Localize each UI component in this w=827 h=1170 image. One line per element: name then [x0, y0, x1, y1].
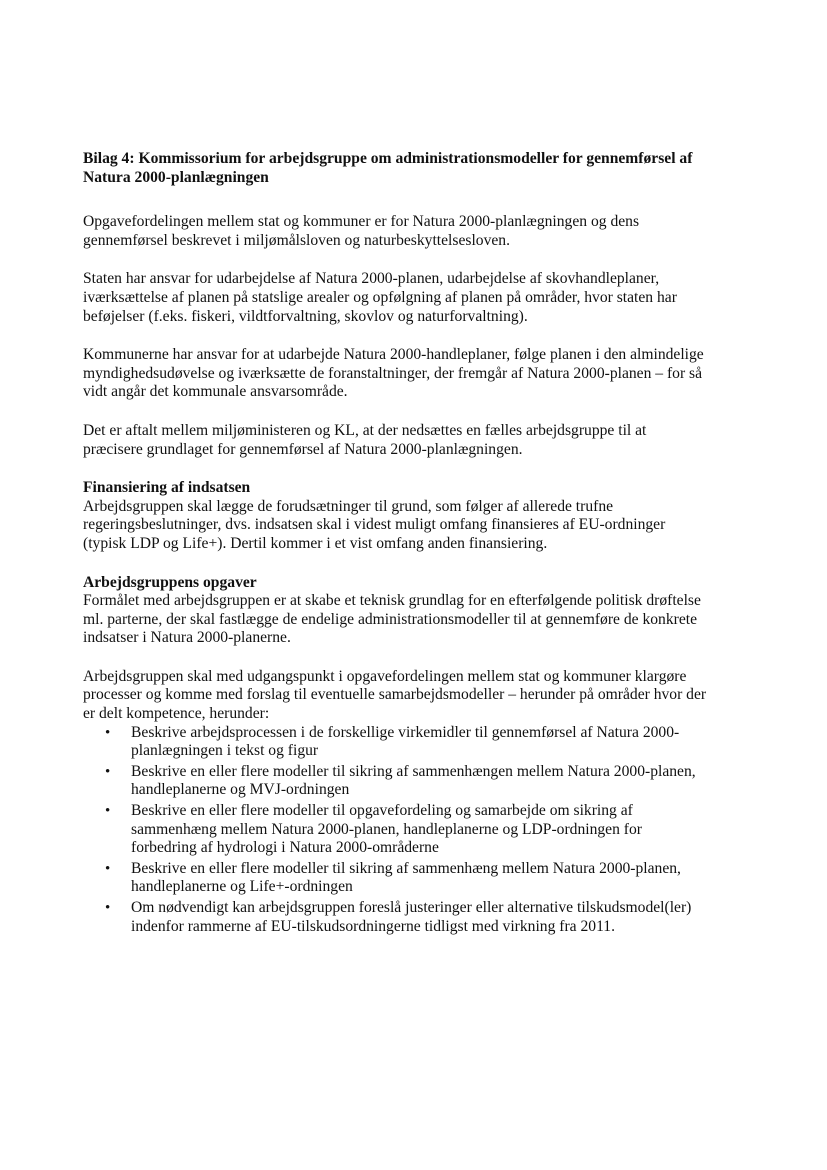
text-line: præcisere grundlaget for gennemførsel af Natura 2000-planlægningen.	[83, 440, 523, 458]
bullet-icon: •	[105, 763, 111, 780]
text-line: forbedring af hydrologi i Natura 2000-områderne	[131, 839, 439, 857]
text-line: Opgavefordelingen mellem stat og kommuner er for Natura 2000-planlægningen og dens	[83, 213, 640, 231]
text-line: Om nødvendigt kan arbejdsgruppen foreslå justeringer eller alternative tilskudsmodel(ler)	[131, 899, 692, 916]
title-line: Natura 2000-planlægningen	[83, 168, 269, 186]
list-item	[83, 860, 763, 897]
section-heading-opgaver: Arbejdsgruppens opgaver	[83, 573, 257, 591]
paragraph-aftale	[83, 422, 763, 459]
document-body	[83, 150, 763, 938]
paragraph-udgangspunkt	[83, 668, 763, 724]
list-item	[83, 899, 763, 936]
text-line: gennemførsel beskrevet i miljømålsloven og naturbeskyttelsesloven.	[83, 231, 510, 249]
text-line: Beskrive en eller flere modeller til sikring af sammenhængen mellem Natura 2000-planen,	[131, 762, 696, 780]
text-line: beføjelser (f.eks. fiskeri, vildtforvaltning, skovlov og naturforvaltning).	[83, 307, 528, 325]
text-line: Formålet med arbejdsgruppen er at skabe et teknisk grundlag for en efterfølgende politisk drøftelse	[83, 592, 701, 610]
text-line: indenfor rammerne af EU-tilskudsordningerne tidligst med virkning fra 2011.	[131, 917, 616, 935]
paragraph-formaal	[83, 592, 763, 648]
text-line: handleplanerne og Life+-ordningen	[131, 878, 353, 896]
paragraph-opgavefordeling	[83, 213, 763, 250]
bullet-icon: •	[105, 860, 111, 877]
text-line: vidt angår det kommunale ansvarsområde.	[83, 383, 348, 401]
bullet-icon: •	[105, 803, 111, 820]
text-line: Kommunerne har ansvar for at udarbejde Natura 2000-handleplaner, følge planen i den almindelige	[83, 346, 704, 364]
list-item	[83, 724, 763, 761]
title-line: Bilag 4: Kommissorium for arbejdsgruppe om administrationsmodeller for gennemførsel af	[83, 150, 693, 167]
text-line: handleplanerne og MVJ-ordningen	[131, 781, 350, 799]
text-line: er delt kompetence, herunder:	[83, 705, 270, 723]
text-line: indsatser i Natura 2000-planerne.	[83, 629, 291, 647]
text-line: Arbejdsgruppen skal med udgangspunkt i opgavefordelingen mellem stat og kommuner klargøre	[83, 667, 687, 685]
document-title	[83, 150, 763, 187]
text-line: Beskrive en eller flere modeller til opgavefordeling og samarbejde om sikring af	[131, 802, 633, 820]
text-line: Det er aftalt mellem miljøministeren og KL, at der nedsættes en fælles arbejdsgruppe til at	[83, 421, 647, 439]
text-line: Beskrive en eller flere modeller til sikring af sammenhæng mellem Natura 2000-planen,	[131, 859, 681, 877]
text-line: planlægningen i tekst og figur	[131, 742, 319, 760]
list-item	[83, 763, 763, 800]
text-line: regeringsbeslutninger, dvs. indsatsen skal i videst muligt omfang finansieres af EU-ordninger	[83, 516, 666, 534]
paragraph-staten	[83, 270, 763, 326]
text-line: sammenhæng mellem Natura 2000-planen, handleplanerne og LDP-ordningen for	[131, 820, 642, 838]
paragraph-finansiering	[83, 498, 763, 554]
bullet-icon: •	[105, 900, 111, 916]
paragraph-kommunerne	[83, 346, 763, 402]
bullet-icon: •	[105, 724, 111, 741]
list-item	[83, 802, 763, 858]
text-line: iværksættelse af planen på statslige arealer og opfølgning af planen på områder, hvor staten har	[83, 288, 677, 306]
text-line: myndighedsudøvelse og iværksætte de foranstaltninger, der fremgår af Natura 2000-planen – for så	[83, 364, 703, 382]
section-heading-finansiering: Finansiering af indsatsen	[83, 479, 251, 497]
text-line: processer og komme med forslag til eventuelle samarbejdsmodeller – herunder på områder hvor der	[83, 686, 707, 704]
text-line: Beskrive arbejdsprocessen i de forskellige virkemidler til gennemførsel af Natura 2000-	[131, 723, 680, 741]
text-line: Staten har ansvar for udarbejdelse af Natura 2000-planen, udarbejdelse af skovhandleplaner,	[83, 270, 660, 288]
text-line: Arbejdsgruppen skal lægge de forudsætninger til grund, som følger af allerede trufne	[83, 497, 614, 515]
text-line: ml. parterne, der skal fastlægge de endelige administrationsmodeller til at gennemføre de konkrete	[83, 610, 698, 628]
text-line: (typisk LDP og Life+). Dertil kommer i et vist omfang anden finansiering.	[83, 534, 548, 552]
task-list	[83, 724, 763, 937]
